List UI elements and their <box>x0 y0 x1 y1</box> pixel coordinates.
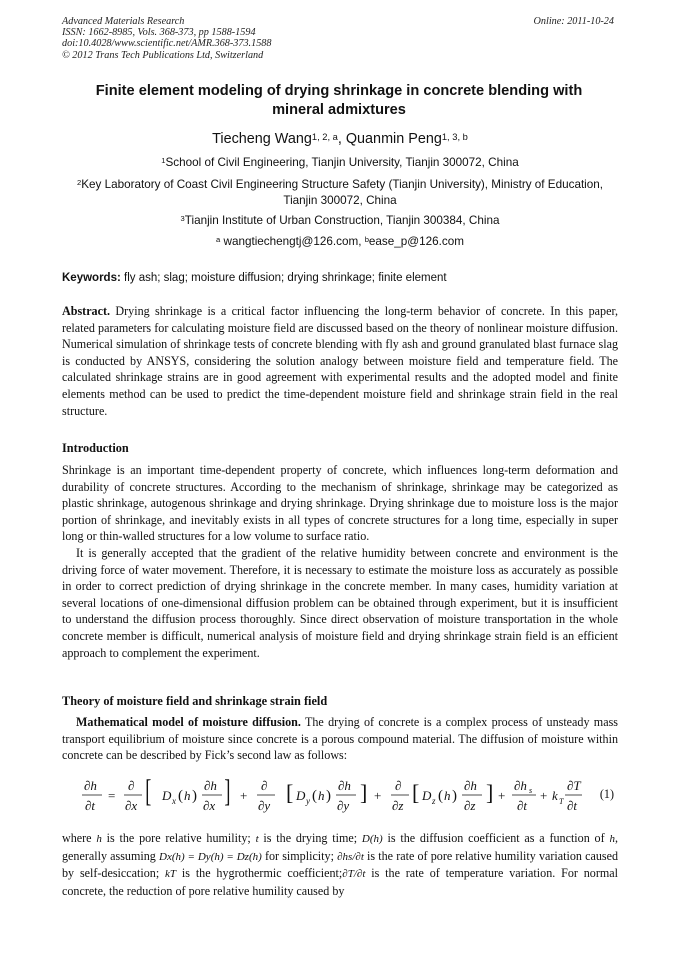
svg-text:∂x: ∂x <box>125 798 138 813</box>
email-mark: b <box>364 235 369 244</box>
svg-text:∂: ∂ <box>261 778 268 793</box>
text-run: is the rate of temperature variation. For normal concrete, the reduction of pore relative humility caused by <box>62 866 619 898</box>
text-run: is the drying time; <box>263 831 358 845</box>
svg-text:k: k <box>552 788 558 803</box>
paragraph: It is generally accepted that the gradient of the relative humidity between concrete and environment is the driving force of water movement. Therefore, it is necessary to estimate the moisture loss as accurately as possible in order to correct prediction of drying shrinkage in the concrete member. In many cases, humidity variation at several locations of one-dimensional diffusion problem can be obtained through experiment, but it is insufficient to understand the diffusion process thoroughly. Since direct observation of moisture transportation in the whole concrete member is difficult, numerical analysis of moisture field and drying shrinkage strain field is an efficient approach to complement the experiment. <box>62 545 618 660</box>
issn-line: ISSN: 1662-8985, Vols. 368-373, pp 1588-1594 <box>62 27 256 39</box>
svg-text:D: D <box>422 788 432 803</box>
author-affiliation-marks: 1, 2, a <box>311 132 338 142</box>
author-name: Quanmin Peng <box>345 131 442 147</box>
affiliation-mark: 3 <box>180 214 185 223</box>
affiliation-text: Key Laboratory of Coast Civil Engineering Structure Safety (Tianjin University), Ministry of Education, Tianjin 300072, China <box>81 178 604 207</box>
abstract-text: Drying shrinkage is a critical factor influencing the long-term behavior of concrete. In this paper, related parameters for calculating moisture field are discussed based on the theory of nonlinear moisture diffusion. Numerical simulation of shrinkage tests of concrete blending with fly ash and ground granulated blast furnace slag is conducted by ANSYS, considering the solution analogy between moisture field and temperature field. The calculated shrinkage strains are in good agreement with experimental results and the adopted model and finite elements method can be used to predict the time-dependent moisture field and shrinkage strain field in the real structure. <box>62 304 619 418</box>
journal-name: Advanced Materials Research <box>62 16 185 27</box>
svg-text:): ) <box>326 788 331 804</box>
doi-line: doi:10.4028/www.scientific.net/AMR.368-373.1588 <box>62 38 272 50</box>
introduction-section <box>62 462 618 661</box>
svg-text:h: h <box>184 788 191 803</box>
svg-text:[: [ <box>412 780 420 805</box>
svg-text:z: z <box>432 796 436 806</box>
author-emails: $^a$ wangtiechengtj@126.com, $^b$ease_p@126.com <box>216 235 464 248</box>
svg-text:+: + <box>498 788 506 803</box>
theory-section <box>62 714 618 764</box>
math-expression: ∂hs/∂t <box>337 850 364 863</box>
svg-text:∂t: ∂t <box>85 798 96 813</box>
abstract-label: Abstract. <box>62 304 111 318</box>
svg-text:x: x <box>172 796 176 806</box>
text-run: where <box>62 831 92 845</box>
svg-text:[: [ <box>286 780 294 805</box>
equation-number: (1) <box>599 787 614 801</box>
abstract-section <box>62 303 618 419</box>
svg-text:=: = <box>108 788 116 803</box>
equation-explanation <box>62 830 618 899</box>
affiliation-3 <box>70 213 610 229</box>
svg-text:): ) <box>452 788 457 804</box>
journal-header <box>62 16 618 61</box>
math-variable: t <box>255 833 259 845</box>
math-variable: h <box>96 833 102 845</box>
email-link[interactable]: wangtiechengtj@126.com <box>223 235 359 248</box>
svg-text:): ) <box>192 788 197 804</box>
svg-text:+: + <box>374 788 382 803</box>
svg-text:]: ] <box>224 773 231 809</box>
svg-text:∂z: ∂z <box>464 798 476 813</box>
svg-text:(: ( <box>312 788 317 804</box>
svg-text:T: T <box>559 797 564 806</box>
text-run: is the diffusion coefficient as a function of <box>387 831 605 845</box>
svg-text:+: + <box>240 788 248 803</box>
affiliation-text: School of Civil Engineering, Tianjin University, Tianjin 300072, China <box>165 156 519 169</box>
keywords-label: Keywords: <box>62 272 121 284</box>
svg-text:∂t: ∂t <box>567 798 578 813</box>
affiliation-text: Tianjin Institute of Urban Construction, Tianjin 300384, China <box>184 214 500 227</box>
author-affiliation-marks: 1, 3, b <box>441 132 468 142</box>
svg-text:∂h: ∂h <box>338 778 351 793</box>
math-expression: ∂T/∂t <box>342 868 366 881</box>
text-run: , generally assuming <box>62 831 618 863</box>
math-variable: D(h) <box>361 833 383 845</box>
svg-text:∂x: ∂x <box>203 798 216 813</box>
svg-text:]: ] <box>360 780 368 805</box>
paragraph: Shrinkage is an important time-dependent property of concrete, which influences long-term deformation and durability of concrete structures. According to the mechanism of shrinkage, shrinkage may be categorized as plastic shrinkage, autogenous shrinkage and drying shrinkage. Drying shrinkage due to moisture loss is the major portion of shrinkage, and inevitably exists in all types of concrete structures for a long time, especially in super long or thin-walled structures for a low volume to surface ratio. <box>62 463 618 544</box>
math-expression: Dx(h) = Dy(h) = Dz(h) <box>159 850 262 863</box>
svg-text:∂h: ∂h <box>204 778 217 793</box>
affiliation-2 <box>70 177 610 209</box>
svg-text:D: D <box>296 788 306 803</box>
equation-graphic <box>62 770 582 820</box>
author-name: Tiecheng Wang <box>212 131 312 147</box>
text-run: is the hygrothermic coefficient; <box>181 866 343 881</box>
svg-text:∂: ∂ <box>128 778 135 793</box>
svg-text:[: [ <box>145 773 152 809</box>
svg-text:D: D <box>162 788 172 803</box>
introduction-heading: Introduction <box>62 441 129 455</box>
svg-text:∂y: ∂y <box>337 798 350 813</box>
affiliation-mark: 2 <box>76 178 82 187</box>
svg-text:s: s <box>529 786 533 795</box>
online-date: Online: 2011-10-24 <box>533 16 614 27</box>
svg-text:∂t: ∂t <box>517 798 528 813</box>
email-mark: a <box>216 235 221 244</box>
svg-text:∂: ∂ <box>395 778 402 793</box>
svg-text:∂y: ∂y <box>258 798 271 813</box>
text-run: is the pore relative humility; <box>106 831 251 845</box>
subheading: Mathematical model of moisture diffusion. <box>76 715 301 729</box>
math-variable: h <box>609 833 615 845</box>
author-list: Tiecheng Wang$^{1, 2, a}$, Quanmin Peng$^{1, 3, b}$ <box>212 131 468 147</box>
math-variable: kT <box>165 868 177 881</box>
email-link[interactable]: ease_p@126.com <box>368 235 464 248</box>
svg-text:∂h: ∂h <box>84 778 97 793</box>
paper-title: Finite element modeling of drying shrinkage in concrete blending with mineral admixtures <box>95 83 583 118</box>
theory-heading: Theory of moisture field and shrinkage strain field <box>62 694 328 708</box>
keywords-line <box>62 271 618 285</box>
text-run: is the rate of pore relative humility variation caused by self-desiccation; <box>62 848 618 881</box>
svg-text:∂h: ∂h <box>464 778 477 793</box>
text-run: for simplicity; <box>264 848 334 863</box>
svg-text:]: ] <box>486 780 494 805</box>
paragraph: The drying of concrete is a complex process of unsteady mass transport equilibrium of moisture since concrete is a porous compound material. The diffusion of moisture within concrete can be described by Fick’s second law as follows: <box>62 715 618 763</box>
affiliation-1 <box>70 155 610 171</box>
affiliation-mark: 1 <box>161 156 166 165</box>
svg-text:+: + <box>540 788 548 803</box>
svg-text:∂T: ∂T <box>567 778 581 793</box>
svg-text:∂h: ∂h <box>514 778 527 793</box>
svg-text:h: h <box>318 788 325 803</box>
svg-text:y: y <box>306 796 310 806</box>
svg-text:(: ( <box>438 788 443 804</box>
svg-text:(: ( <box>178 788 183 804</box>
copyright-line: © 2012 Trans Tech Publications Ltd, Switzerland <box>62 49 264 61</box>
keywords-text: fly ash; slag; moisture diffusion; drying shrinkage; finite element <box>124 272 447 284</box>
svg-text:∂z: ∂z <box>392 798 404 813</box>
equation-1 <box>62 770 618 820</box>
svg-text:h: h <box>444 788 451 803</box>
